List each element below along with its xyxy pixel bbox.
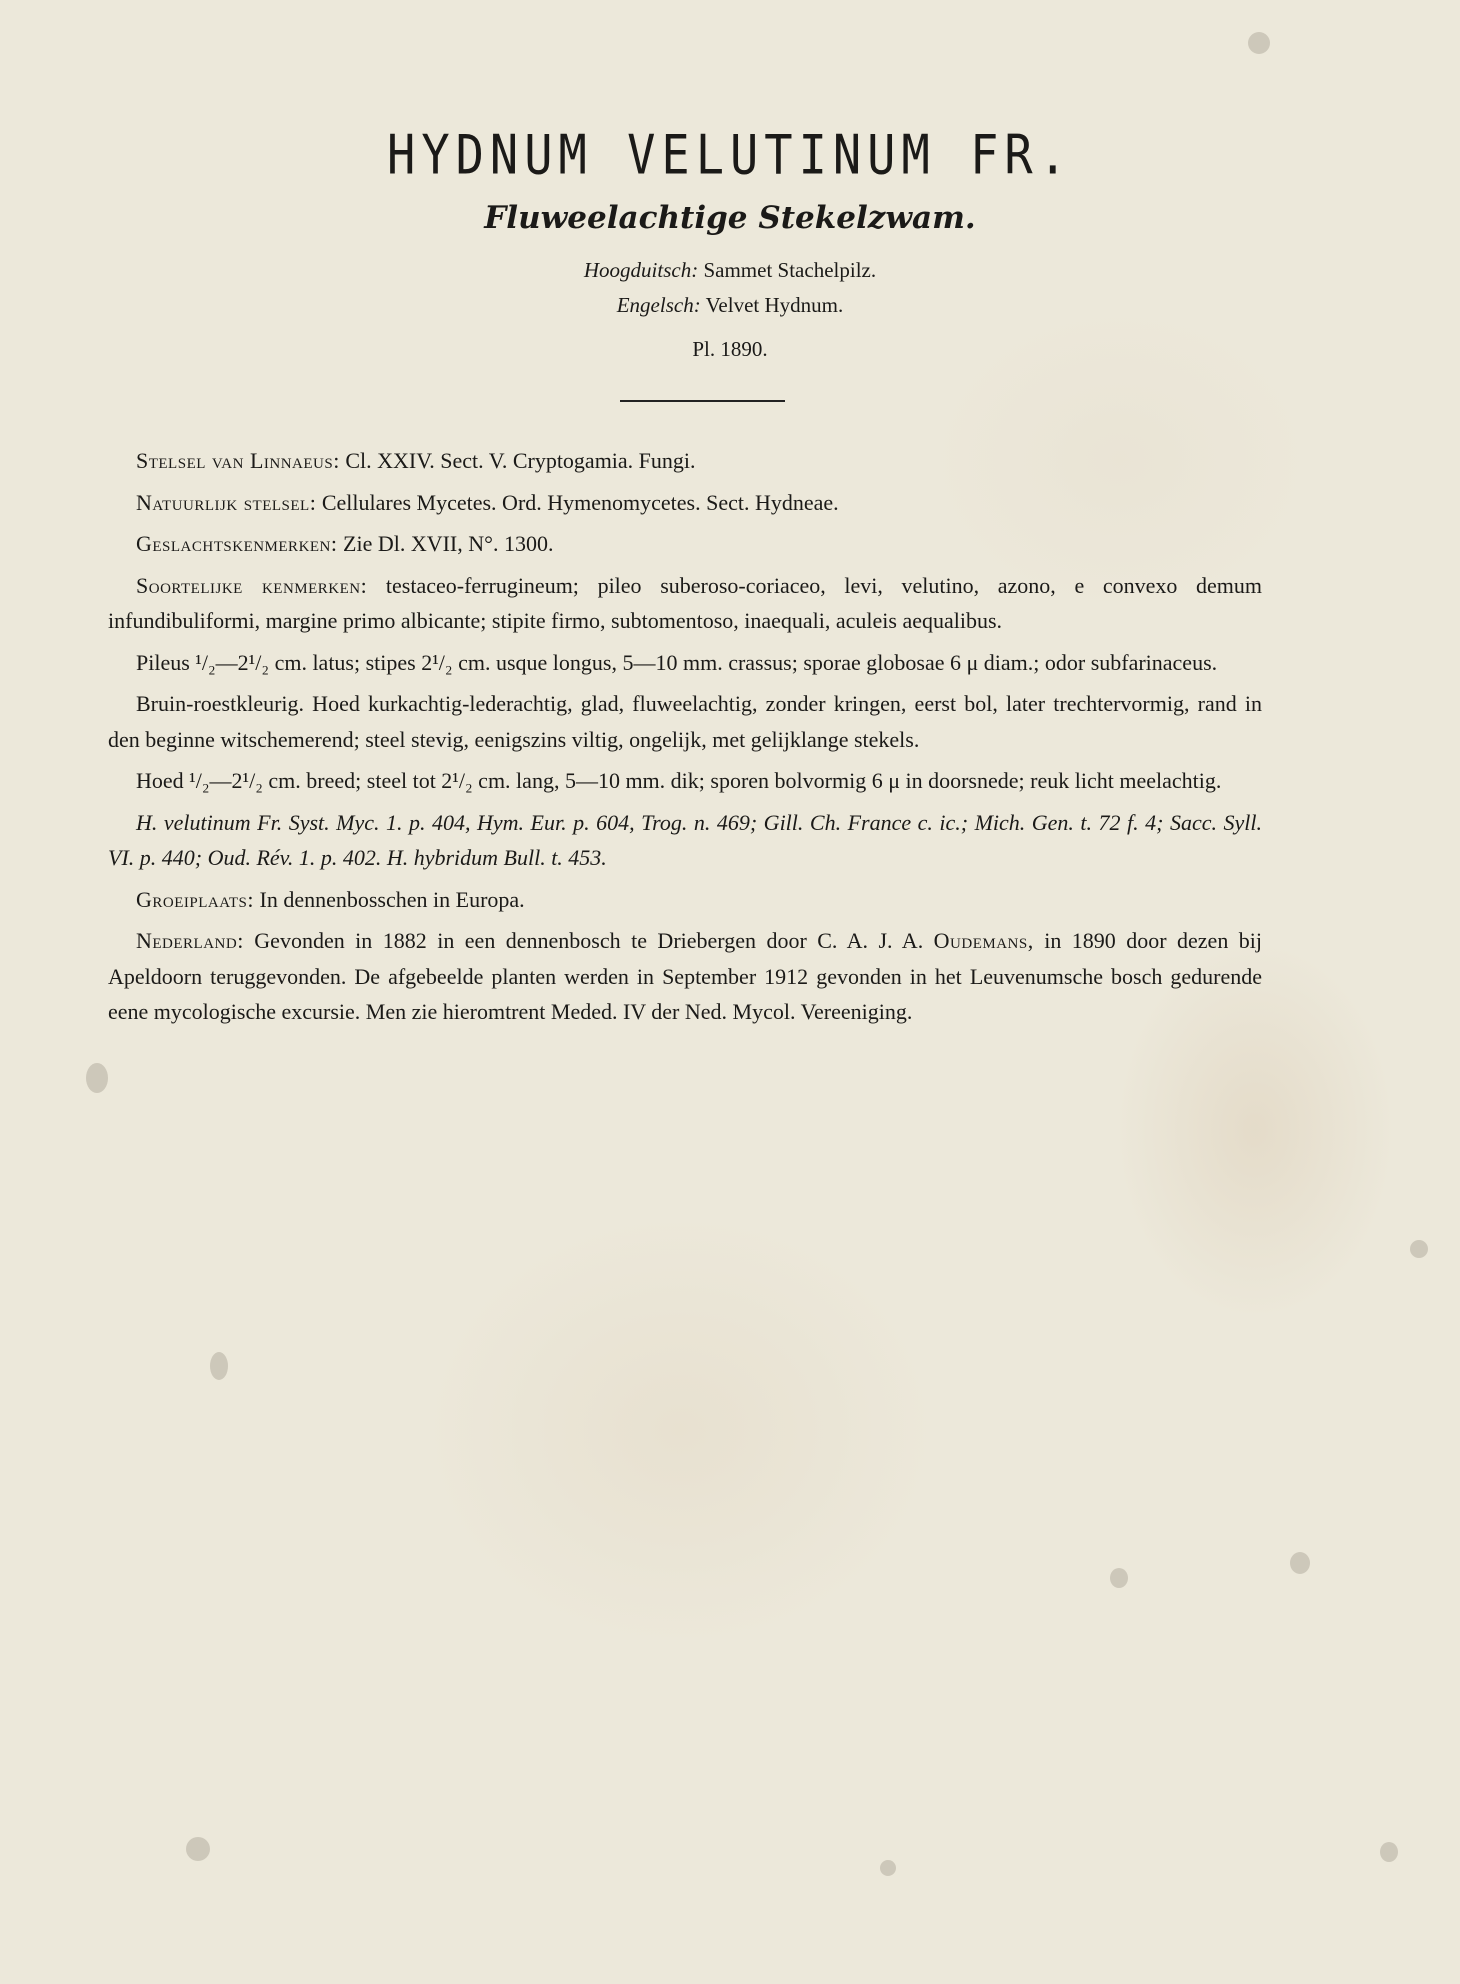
paper-spot (1248, 32, 1270, 54)
habitat-value: In dennenbosschen in Europa. (259, 886, 525, 912)
english-label: Engelsch: (616, 293, 701, 317)
latin-dimensions-text: cm. latus; stipes 2¹/₂ cm. usque longus, 5—10 mm. crassus; sporae globosae 6 μ diam.; odor subfarinaceus. (274, 649, 1218, 675)
paper-spot (186, 1837, 210, 1861)
paper-spot (1110, 1568, 1128, 1588)
divider (620, 400, 785, 402)
species-paragraph (108, 568, 1262, 639)
linnaeus-value: Cl. XXIV. Sect. V. Cryptogamia. Fungi. (345, 448, 696, 473)
natural-system-paragraph (108, 485, 1262, 521)
netherlands-text-b: in 1890 door dezen bij Apeldoorn teruggevonden. De afgebeelde planten werden in September 1912 gevonden in het Leuvenumsche bosch gedurende eene mycologische excursie. Men zie hieromtrent Meded. IV der Ned. Mycol. Vereeniging. (108, 928, 1263, 1024)
paper-spot (1410, 1240, 1428, 1258)
german-label: Hoogduitsch: (583, 258, 699, 282)
paper-spot (880, 1860, 896, 1876)
dutch-dimensions-lead: Hoed (136, 768, 184, 793)
paper-spot (86, 1063, 108, 1093)
genus-value: Zie Dl. XVII, N°. 1300. (343, 531, 554, 556)
habitat-label: Groeiplaats: (136, 886, 255, 912)
german-name-line (0, 258, 1460, 283)
dutch-description-paragraph: Bruin-roestkleurig. Hoed kurkachtig-lederachtig, glad, fluweelachtig, zonder kringen, eerst bol, later trechtervormig, rand in den beginne witschemerend; steel stevig, eenigszins viltig, ongelijk, met gelijklange stekels. (108, 691, 1262, 752)
genus-paragraph (108, 526, 1262, 562)
habitat-paragraph (108, 882, 1262, 918)
latin-dimensions-lead: Pileus (136, 649, 190, 675)
plate-number: Pl. 1890. (692, 337, 768, 361)
linnaeus-label: Stelsel van Linnaeus: (136, 448, 340, 473)
references-paragraph: H. velutinum Fr. Syst. Myc. 1. p. 404, Hym. Eur. p. 604, Trog. n. 469; Gill. Ch. France c. ic.; Mich. Gen. t. 72 f. 4; Sacc. Syll. VI. p. 440; Oud. Rév. 1. p. 402. H. hybridum Bull. t. 453. (108, 809, 1262, 870)
dutch-dimensions-paragraph (108, 763, 1262, 799)
english-name-line (0, 293, 1460, 318)
common-name: Fluweelachtige Stekelzwam. (484, 200, 976, 236)
page-title: HYDNUM VELUTINUM FR. (387, 124, 1073, 188)
natural-system-value: Cellulares Mycetes. Ord. Hymenomycetes. Sect. Hydneae. (321, 489, 839, 515)
latin-dimensions-paragraph (108, 645, 1262, 681)
genus-label: Geslachtskenmerken: (136, 531, 338, 556)
netherlands-label: Nederland: (136, 928, 244, 953)
paper-spot (1290, 1552, 1310, 1574)
article-body (108, 443, 1262, 1036)
dutch-dimensions-text: cm. breed; steel tot 2¹/₂ cm. lang, 5—10 mm. dik; sporen bolvormig 6 μ in doorsnede; reuk licht meelachtig. (268, 768, 1222, 793)
netherlands-text-a: Gevonden in 1882 in een dennenbosch te Driebergen door C. A. J. A. (254, 928, 924, 953)
linnaeus-paragraph (108, 443, 1262, 479)
english-name: Velvet Hydnum. (705, 293, 844, 317)
paper-spot (1380, 1842, 1398, 1862)
natural-system-label: Natuurlijk stelsel: (136, 489, 317, 515)
dutch-dimensions-fraction: ¹/₂—2¹/₂ (189, 768, 263, 793)
german-name: Sammet Stachelpilz. (703, 258, 877, 282)
latin-dimensions-fraction: ¹/₂—2¹/₂ (195, 649, 270, 675)
netherlands-paragraph (108, 923, 1262, 1030)
species-label: Soortelijke kenmerken: (136, 572, 368, 598)
paper-spot (210, 1352, 228, 1380)
collector-name: Oudemans, (933, 928, 1034, 953)
species-value: testaceo-ferrugineum; pileo suberoso-coriaceo, levi, velutino, azono, e convexo demum infundibuliformi, margine primo albicante; stipite firmo, subtomentoso, inaequali, aculeis aequalibus. (108, 572, 1263, 633)
